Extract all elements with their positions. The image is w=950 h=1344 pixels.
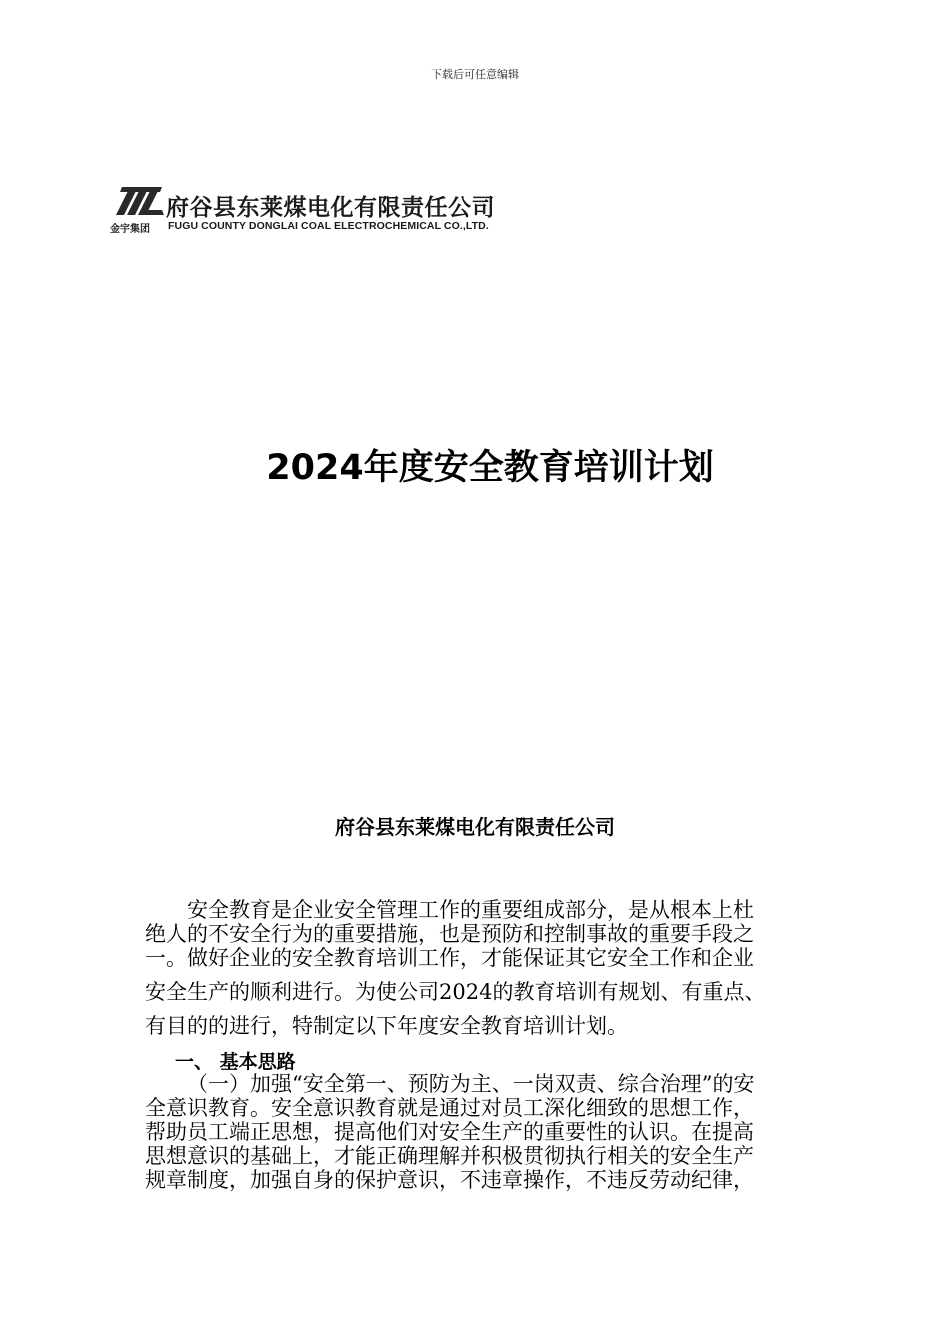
intro-line: 安全教育是企业安全管理工作的重要组成部分，是从根本上杜 — [187, 898, 754, 922]
section1-line: （一）加强“安全第一、预防为主、一岗双责、综合治理”的安 — [187, 1072, 755, 1096]
intro-line: 有目的的进行，特制定以下年度安全教育培训计划。 — [145, 1014, 628, 1038]
section1-paragraph — [145, 1072, 805, 1192]
page-header-note: 下载后可任意编辑 — [431, 68, 519, 81]
document-title: 2024年度安全教育培训计划 — [266, 448, 714, 488]
logo-company-name-en: FUGU COUNTY DONGLAI COAL ELECTROCHEMICAL CO.,LTD. — [168, 220, 489, 232]
section1-line: 规章制度，加强自身的保护意识，不违章操作，不违反劳动纪律， — [145, 1168, 754, 1192]
section1-line: 全意识教育。安全意识教育就是通过对员工深化细致的思想工作， — [145, 1096, 754, 1120]
logo-company-name-cn: 府谷县东莱煤电化有限责任公司 — [166, 195, 495, 221]
intro-line: 一。做好企业的安全教育培训工作，才能保证其它安全工作和企业 — [145, 946, 754, 970]
section-heading-basic-ideas: 一、 基本思路 — [175, 1051, 296, 1073]
section1-line: 帮助员工端正思想，提高他们对安全生产的重要性的认识。在提高 — [145, 1120, 754, 1144]
logo-group-name: 金宇集团 — [110, 224, 150, 235]
company-name: 府谷县东莱煤电化有限责任公司 — [335, 815, 615, 839]
intro-line: 安全生产的顺利进行。为使公司2024的教育培训有规划、有重点、 — [145, 980, 766, 1004]
company-logo-icon — [114, 185, 166, 217]
intro-paragraph — [145, 898, 805, 1038]
company-logo — [110, 183, 540, 235]
intro-line: 绝人的不安全行为的重要措施，也是预防和控制事故的重要手段之 — [145, 922, 754, 946]
section1-line: 思想意识的基础上，才能正确理解并积极贯彻执行相关的安全生产 — [145, 1144, 754, 1168]
